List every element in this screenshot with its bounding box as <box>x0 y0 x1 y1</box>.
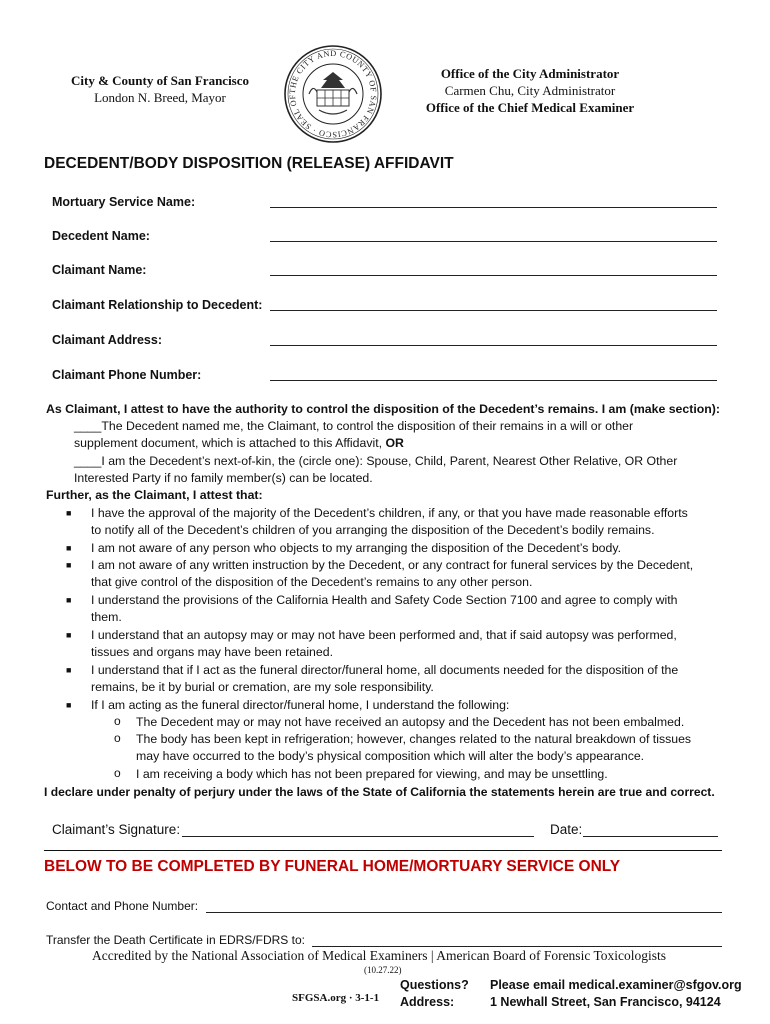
claimant-name-field[interactable] <box>270 275 717 276</box>
list-item: I am not aware of any person who objects to my arranging the disposition of the Decedent’s body. <box>91 541 621 555</box>
form-date-code: (10.27.22) <box>364 965 402 975</box>
transfer-death-certificate-label: Transfer the Death Certificate in EDRS/FDRS to: <box>46 933 305 947</box>
city-county-name: City & County of San Francisco <box>70 73 250 88</box>
list-item: I am not aware of any written instruction by the Decedent, or any contract for funeral services by the Decedent, <box>91 558 694 572</box>
date-label: Date: <box>550 822 583 837</box>
attest-intro: As Claimant, I attest to have the authority to control the disposition of the Decedent’s remains. I am (make section): <box>46 402 720 416</box>
claimant-address-label: Claimant Address: <box>52 333 162 347</box>
claimant-phone-label: Claimant Phone Number: <box>52 368 202 382</box>
address-label: Address: <box>400 995 455 1009</box>
list-item: If I am acting as the funeral director/funeral home, I understand the following: <box>91 698 510 712</box>
city-administrator-office: Office of the City Administrator <box>440 66 620 81</box>
claimant-phone-field[interactable] <box>270 380 717 381</box>
claimant-relationship-label: Claimant Relationship to Decedent: <box>52 298 263 312</box>
svg-text:THE CITY AND COUNTY OF SAN FRA: THE CITY AND COUNTY OF SAN FRANCISCO · SEAL OF <box>287 48 379 140</box>
list-item: I understand that an autopsy may or may not have been performed and, that if said autopsy was performed, <box>91 628 677 642</box>
or-text: OR <box>385 436 404 450</box>
option-next-of-kin-line2: Interested Party if no family member(s) can be located. <box>74 471 373 485</box>
list-item: that give control of the disposition of the Decedent’s remains to any other person. <box>91 575 533 589</box>
list-item: I have the approval of the majority of the Decedent’s children, if any, or that you have made reasonable efforts <box>91 506 688 520</box>
list-item: them. <box>91 610 122 624</box>
sub-bullet-marker: o <box>114 766 121 780</box>
decedent-name-label: Decedent Name: <box>52 229 150 243</box>
bullet-marker: ■ <box>66 700 72 710</box>
sub-bullet-marker: o <box>114 731 121 745</box>
form-title: DECEDENT/BODY DISPOSITION (RELEASE) AFFIDAVIT <box>44 155 454 172</box>
option-will-line2: supplement document, which is attached to this Affidavit, OR <box>74 436 404 450</box>
decedent-name-field[interactable] <box>270 241 717 242</box>
medical-examiner-office: Office of the Chief Medical Examiner <box>425 100 635 115</box>
city-administrator-name: Carmen Chu, City Administrator <box>444 83 616 98</box>
further-attest-heading: Further, as the Claimant, I attest that: <box>46 488 263 502</box>
transfer-death-certificate-field[interactable] <box>312 946 722 947</box>
header-right <box>420 65 640 116</box>
accreditation-text: Accredited by the National Association of Medical Examiners | American Board of Forensic Toxicologists <box>92 948 666 963</box>
questions-label: Questions? <box>400 978 469 992</box>
claimant-relationship-field[interactable] <box>270 310 717 311</box>
office-address: 1 Newhall Street, San Francisco, 94124 <box>490 995 721 1009</box>
contact-phone-label: Contact and Phone Number: <box>46 899 199 913</box>
bullet-marker: ■ <box>66 595 72 605</box>
claimant-name-label: Claimant Name: <box>52 263 147 277</box>
sub-list-item: may have occurred to the body’s physical composition which will alter the body’s appearance. <box>136 749 645 763</box>
funeral-home-heading: BELOW TO BE COMPLETED BY FUNERAL HOME/MORTUARY SERVICE ONLY <box>44 858 621 875</box>
section-divider <box>44 850 722 851</box>
perjury-declaration: I declare under penalty of perjury under the laws of the State of California the statements herein are true and correct. <box>44 785 715 799</box>
list-item: remains, be it by burial or cremation, are my sole responsibility. <box>91 680 434 694</box>
list-item: I understand that if I act as the funeral director/funeral home, all documents needed for the disposition of the <box>91 663 679 677</box>
option-next-of-kin-line1: ____I am the Decedent’s next-of-kin, the (circle one): Spouse, Child, Parent, Nearest Other Relative, OR Other <box>74 454 678 468</box>
contact-phone-field[interactable] <box>206 912 722 913</box>
claimant-address-field[interactable] <box>270 345 717 346</box>
bullet-marker: ■ <box>66 630 72 640</box>
bullet-marker: ■ <box>66 508 72 518</box>
city-seal-logo <box>283 44 383 144</box>
bullet-marker: ■ <box>66 665 72 675</box>
website-phone-line: SFGSA.org · 3-1-1 <box>292 992 380 1004</box>
bullet-marker: ■ <box>66 560 72 570</box>
list-item: to notify all of the Decedent’s children of you arranging the disposition of the Decedent’s bodily remains. <box>91 523 655 537</box>
sub-bullet-marker: o <box>114 714 121 728</box>
bullet-marker: ■ <box>66 543 72 553</box>
mortuary-service-field[interactable] <box>270 207 717 208</box>
option-will-line1: ____The Decedent named me, the Claimant, to control the disposition of their remains in a will or other <box>74 419 634 433</box>
mortuary-service-label: Mortuary Service Name: <box>52 195 196 209</box>
mayor-name: London N. Breed, Mayor <box>94 90 226 105</box>
list-item: I understand the provisions of the California Health and Safety Code Section 7100 and agree to comply with <box>91 593 678 607</box>
sub-list-item: The Decedent may or may not have received an autopsy and the Decedent has not been embalmed. <box>136 715 685 729</box>
header-left <box>60 72 260 106</box>
list-item: tissues and organs may have been retained. <box>91 645 333 659</box>
contact-email-link[interactable]: Please email medical.examiner@sfgov.org <box>490 978 742 992</box>
claimant-signature-label: Claimant’s Signature: <box>52 822 181 837</box>
sub-list-item: I am receiving a body which has not been prepared for viewing, and may be unsettling. <box>136 767 608 781</box>
claimant-signature-field[interactable] <box>182 836 534 837</box>
date-field[interactable] <box>583 836 718 837</box>
sub-list-item: The body has been kept in refrigeration; however, changes related to the natural breakdown of tissues <box>136 732 692 746</box>
